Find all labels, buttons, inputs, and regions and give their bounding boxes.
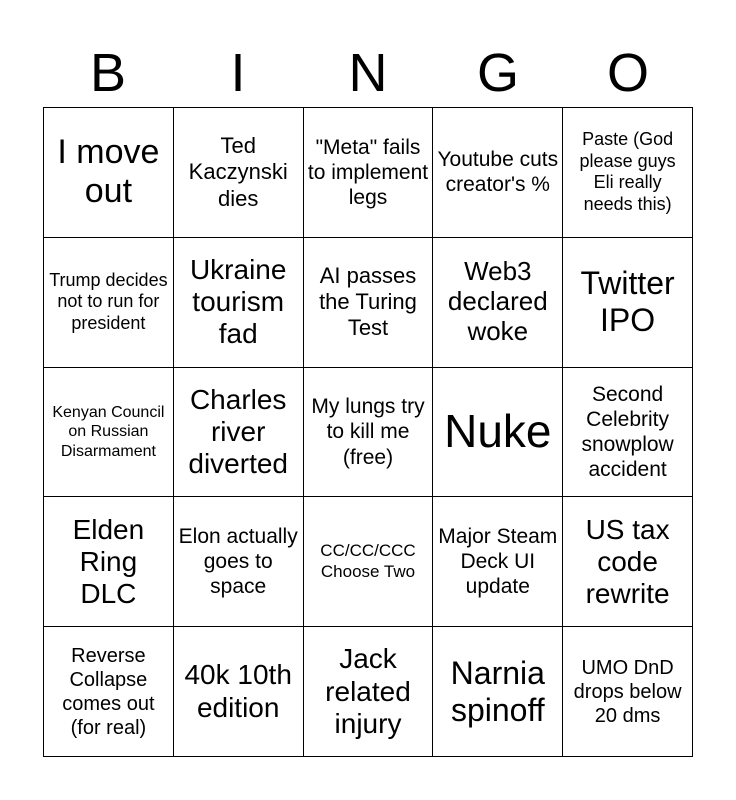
bingo-cell[interactable]: Kenyan Council on Russian Disarmament [44, 368, 174, 498]
bingo-cell[interactable]: Narnia spinoff [433, 627, 563, 757]
bingo-cell[interactable]: Reverse Collapse comes out (for real) [44, 627, 174, 757]
header-letter-b: B [89, 43, 127, 103]
bingo-cell[interactable]: Trump decides not to run for president [44, 238, 174, 368]
bingo-cell[interactable]: Jack related injury [304, 627, 434, 757]
bingo-cell[interactable]: I move out [44, 108, 174, 238]
bingo-cell[interactable]: My lungs try to kill me (free) [304, 368, 434, 498]
bingo-grid [43, 107, 693, 757]
bingo-cell[interactable]: Web3 declared woke [433, 238, 563, 368]
header-letter-g: G [476, 43, 519, 103]
header-letter-n: N [348, 43, 388, 103]
bingo-cell[interactable]: Major Steam Deck UI update [433, 497, 563, 627]
bingo-cell[interactable]: UMO DnD drops below 20 dms [563, 627, 693, 757]
bingo-cell[interactable]: 40k 10th edition [174, 627, 304, 757]
bingo-cell[interactable]: Charles river diverted [174, 368, 304, 498]
header-letter-i: I [230, 43, 246, 103]
bingo-cell[interactable]: Elden Ring DLC [44, 497, 174, 627]
bingo-header [43, 40, 693, 106]
bingo-cell[interactable]: Nuke [433, 368, 563, 498]
bingo-cell[interactable]: Youtube cuts creator's % [433, 108, 563, 238]
bingo-cell[interactable]: US tax code rewrite [563, 497, 693, 627]
bingo-cell[interactable]: Ted Kaczynski dies [174, 108, 304, 238]
bingo-cell[interactable]: Paste (God please guys Eli really needs this) [563, 108, 693, 238]
bingo-cell[interactable]: Second Celebrity snowplow accident [563, 368, 693, 498]
bingo-cell[interactable]: Ukraine tourism fad [174, 238, 304, 368]
bingo-cell[interactable]: "Meta" fails to implement legs [304, 108, 434, 238]
bingo-cell[interactable]: Twitter IPO [563, 238, 693, 368]
bingo-cell[interactable]: CC/CC/CCC Choose Two [304, 497, 434, 627]
header-letter-o: O [606, 43, 649, 103]
bingo-cell[interactable]: Elon actually goes to space [174, 497, 304, 627]
bingo-cell[interactable]: AI passes the Turing Test [304, 238, 434, 368]
